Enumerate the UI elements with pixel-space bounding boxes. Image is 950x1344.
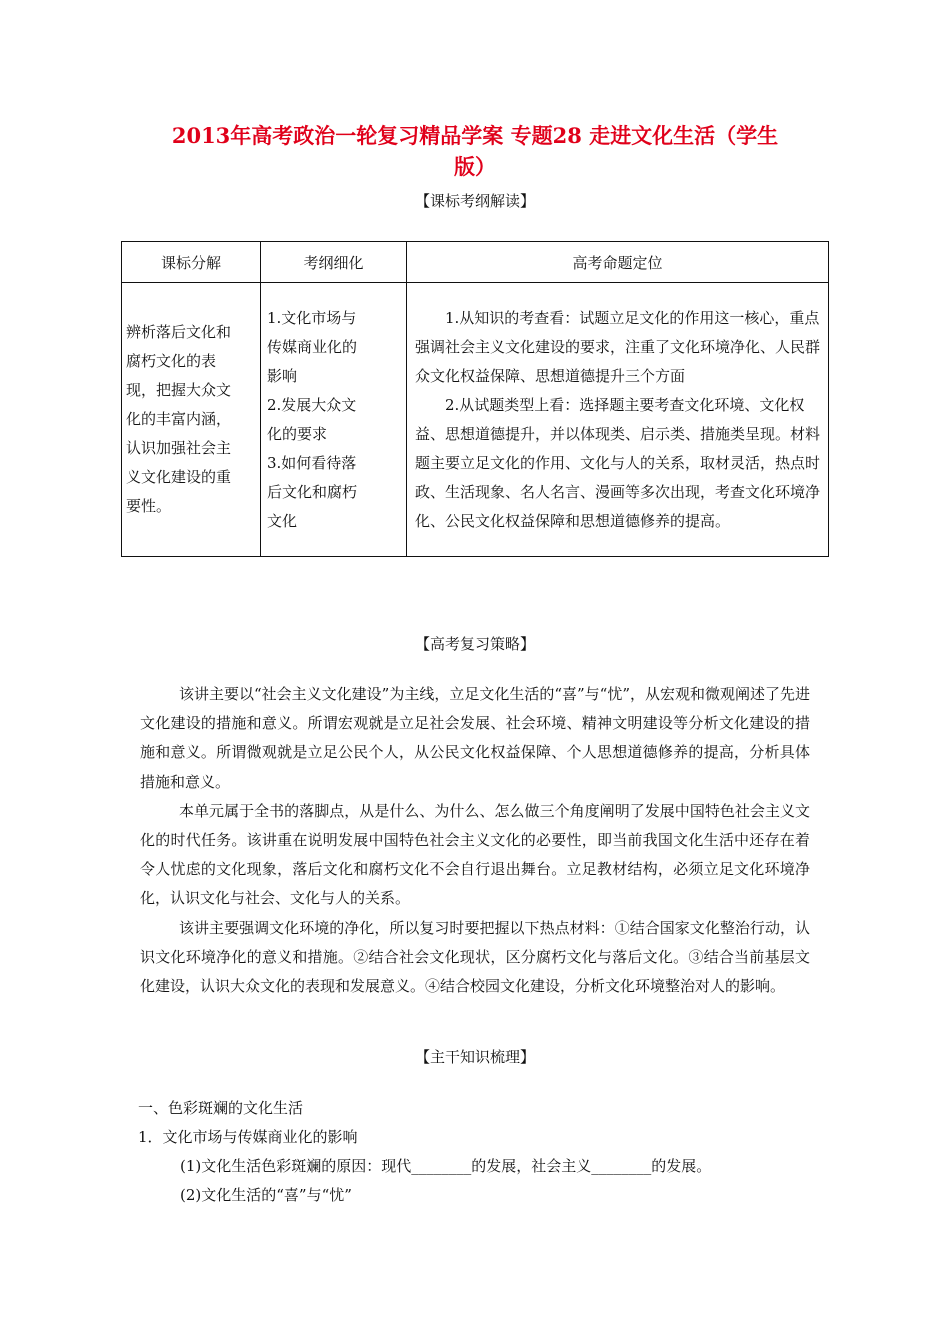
exam-positioning-para-2: 2.从试题类型上看：选择题主要考查文化环境、文化权益、思想道德提升，并以体现类、启示类、措施类呈现。材料题主要立足文化的作用、文化与人的关系，取材灵活，热点时政、生活现象、名人名言、漫画等多次出现，考查文化环境净化、公民文化权益保障和思想道德修养的提高。: [415, 395, 821, 530]
strategy-paragraph: 本单元属于全书的落脚点，从是什么、为什么、怎么做三个角度阐明了发展中国特色社会主义文化的时代任务。该讲重在说明发展中国特色社会主义文化的必要性，即当前我国文化生活中还存在着令人忧虑的文化现象，落后文化和腐朽文化不会自行退出舞台。立足教材结构，必须立足文化环境净化，认识文化与社会、文化与人的关系。: [140, 801, 810, 908]
strategy-body: [140, 680, 810, 1001]
table-header-cell: 课标分解: [122, 242, 261, 283]
strategy-paragraph: 该讲主要以“社会主义文化建设”为主线，立足文化生活的“喜”与“忧”，从宏观和微观阐述了先进文化建设的措施和意义。所谓宏观就是立足社会发展、社会环境、精神文明建设等分析文化建设的措施和意义。所谓微观就是立足公民个人，从公民文化权益保障、个人思想道德修养的提高，分析具体措施和意义。: [140, 685, 811, 791]
table-cell-exam-positioning: [407, 283, 829, 557]
part-title: 一、色彩斑斓的文化生活: [138, 1099, 304, 1117]
section-heading-strategy: 【高考复习策略】: [414, 635, 535, 653]
curriculum-table: [121, 241, 829, 557]
table-header-row: [122, 242, 829, 283]
table-cell-outline: 1.文化市场与 传媒商业化的 影响 2.发展大众文 化的要求 3.如何看待落 后文化和腐朽 文化: [261, 283, 407, 557]
table-row: [122, 283, 829, 557]
knowledge-item-1: 1．文化市场与传媒商业化的影响: [138, 1128, 358, 1146]
strategy-paragraph: 该讲主要强调文化环境的净化，所以复习时要把握以下热点材料：①结合国家文化整治行动，认识文化环境净化的意义和措施。②结合社会文化现状，区分腐朽文化与落后文化。③结合当前基层文化建设，认识大众文化的表现和发展意义。④结合校园文化建设，分析文化环境整治对人的影响。: [140, 918, 810, 996]
section-heading-curriculum: 【课标考纲解读】: [414, 192, 535, 210]
title-line-2: 版）: [454, 154, 496, 179]
title-line-1: 2013年高考政治一轮复习精品学案 专题28 走进文化生活（学生: [171, 123, 779, 148]
knowledge-sub-1: (1)文化生活色彩斑斓的原因：现代________的发展，社会主义________的发展。: [180, 1157, 712, 1175]
table-cell-curriculum: 辨析落后文化和 腐朽文化的表 现，把握大众文 化的丰富内涵， 认识加强社会主 义文化建设的重 要性。: [122, 283, 261, 557]
table-header-cell: 高考命题定位: [407, 242, 829, 283]
exam-positioning-para-1: 1.从知识的考查看：试题立足文化的作用这一核心，重点强调社会主义文化建设的要求，注重了文化环境净化、人民群众文化权益保障、思想道德提升三个方面: [415, 308, 821, 385]
document-title: [150, 120, 800, 182]
knowledge-sub-2: (2)文化生活的“喜”与“忧”: [180, 1186, 352, 1204]
table-header-cell: 考纲细化: [261, 242, 407, 283]
section-heading-knowledge: 【主干知识梳理】: [414, 1048, 535, 1066]
